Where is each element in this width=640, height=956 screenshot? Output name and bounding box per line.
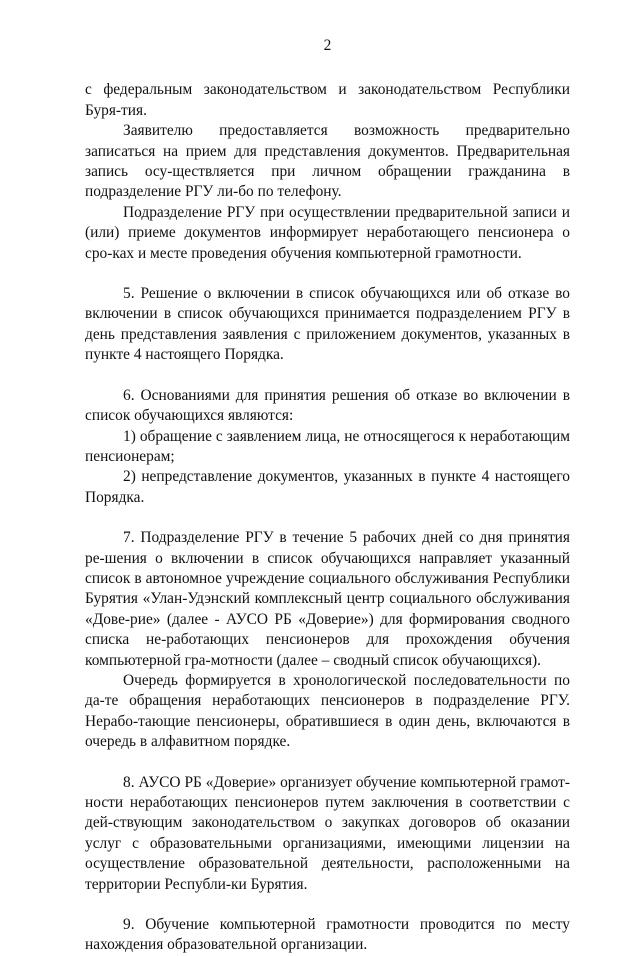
paragraph: Очередь формируется в хронологической последовательности по да-те обращения неработающих пенсионеров в подразделение РГУ. Нерабо-тающие пенсионеры, обратившиеся в один день, включаются в очередь в алфавитном порядке.	[85, 671, 570, 751]
paragraph: 9. Обучение компьютерной грамотности проводится по месту нахождения образовательной организации.	[85, 916, 570, 954]
paragraph: 8. АУСО РБ «Доверие» организует обучение компьютерной грамот-ности неработающих пенсионеров путем заключения в соответствии с дей-ствующим законодательством о закупках договоров об оказании услуг с образовательными организациями, имеющими лицензии на осуществление образовательной деятельности, расположенными на территории Республи-ки Бурятия.	[85, 773, 570, 893]
paragraph-gap	[85, 264, 570, 284]
paragraph-gap	[85, 366, 570, 386]
paragraph: 1) обращение с заявлением лица, не относящегося к неработающим пенсионерам;	[85, 427, 570, 465]
paragraph: Подразделение РГУ при осуществлении предварительной записи и (или) приеме документов информирует неработающего пенсионера о сро-ках и месте проведения обучения компьютерной грамотности.	[85, 203, 570, 262]
paragraph: 2) непредставление документов, указанных в пункте 4 настоящего Порядка.	[85, 468, 570, 506]
paragraph: с федеральным законодательством и законодательством Республики Буря-тия.	[85, 81, 570, 119]
paragraph-gap	[85, 753, 570, 773]
paragraph: 5. Решение о включении в список обучающихся или об отказе во включении в список обучающихся принимается подразделением РГУ в день представления заявления с приложением документов, указанных в пункте 4 настоящего Порядка.	[85, 285, 570, 364]
document-body	[85, 80, 570, 955]
paragraph-gap	[85, 895, 570, 915]
paragraph: 6. Основаниями для принятия решения об отказе во включении в список обучающихся являются:	[85, 386, 570, 425]
paragraph: 7. Подразделение РГУ в течение 5 рабочих дней со дня принятия ре-шения о включении в список обучающихся направляет указанный список в автономное учреждение социального обслуживания Республики Бурятия «Улан-Удэнский комплексный центр социального обслуживания «Дове-рие» (далее - АУСО РБ «Доверие») для формирования сводного списка не-работающих пенсионеров для прохождения обучения компьютерной гра-мотности (далее – сводный список обучающихся).	[85, 529, 570, 669]
page-number: 2	[323, 37, 332, 54]
paragraph: Заявителю предоставляется возможность предварительно записаться на прием для представления документов. Предварительная запись осу-ществляется при личном обращении гражданина в подразделение РГУ ли-бо по телефону.	[85, 122, 570, 201]
paragraph-gap	[85, 508, 570, 528]
